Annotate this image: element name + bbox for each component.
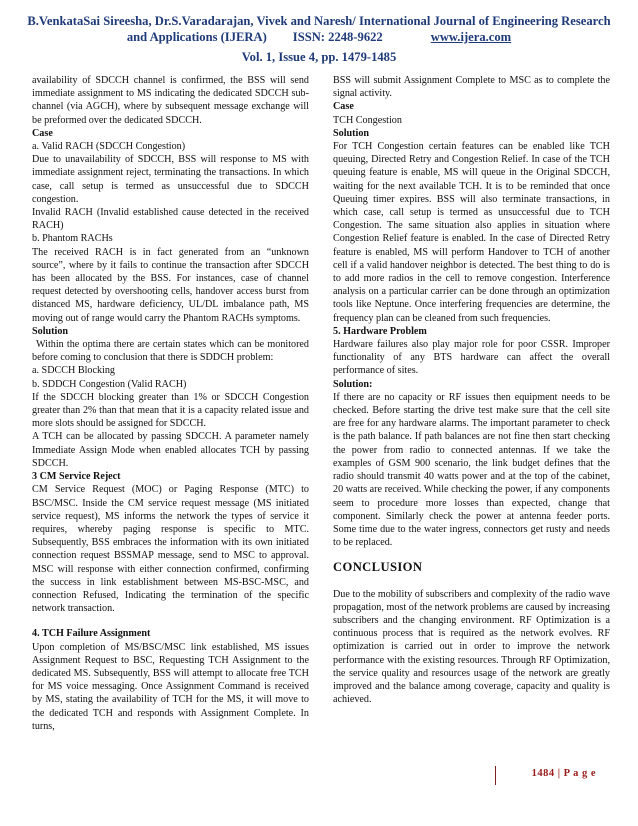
- journal-name: and Applications (IJERA): [126, 30, 267, 44]
- journal-header-authors: B.VenkataSai Sireesha, Dr.S.Varadarajan, Vivek and Naresh/ International Journal of Engineering Research: [27, 14, 611, 28]
- list-item: a. SDCCH Blocking: [32, 365, 115, 377]
- right-column: [333, 74, 610, 706]
- paragraph: Upon completion of MS/BSC/MSC link established, MS issues Assignment Request to BSC, Requesting TCH Assignment to the dedicated MS. Subsequently, BSS will attempt to allocate free TCH for MS voice messaging. Once Assignment Command is received by MS, stating the availability of TCH for the MS, it will move to the dedicated TCH and responds with Assignment Complete. In turns,: [32, 641, 309, 732]
- list-item: b. SDDCH Congestion (Valid RACH): [32, 378, 187, 390]
- section-heading-conclusion: CONCLUSION: [333, 560, 423, 575]
- paragraph: BSS will submit Assignment Complete to MSC as to complete the signal activity.: [333, 75, 610, 100]
- volume-issue: Vol. 1, Issue 4, pp. 1479-1485: [241, 50, 397, 64]
- section-heading-tch-failure: 4. TCH Failure Assignment: [32, 628, 151, 640]
- paragraph: availability of SDCCH channel is confirmed, the BSS will send immediate assignment to MS indicating the dedicated SDCCH sub-channel (via AGCH), where by subsequent message exchange will be preformed over the dedicated SDCCH.: [32, 75, 309, 126]
- heading-solution: Solution:: [333, 378, 373, 390]
- paragraph: Within the optima there are certain states which can be monitored before coming to conclusion that there is SDDCH problem:: [32, 339, 309, 364]
- spacer: [32, 615, 309, 627]
- heading-case: Case: [333, 101, 354, 113]
- paragraph: Hardware failures also play major role for poor CSSR. Improper functionality of any BTS hardware can affect the overall performance of sites.: [333, 339, 610, 377]
- issn: ISSN: 2248-9622: [292, 30, 383, 44]
- paragraph: A TCH can be allocated by passing SDCCH. A parameter namely Immediate Assign Mode when enabled allocates TCH by passing SDCCH.: [32, 431, 309, 469]
- paragraph: If there are no capacity or RF issues then equipment needs to be checked. Before starting the drive test make sure that the cell site are free for any hardware alarms. The important parameter to check is the path balance. If path balances are not fine then start checking the power from radio to connected antennas. If we take the examples of GSM 900 scenario, the link budget defines that the radio should transmit 40 watts power and at the top of the cabinet, 20 watts are received. While checking the power, if any components seem to procedure more losses than expected, change that component. Similarly check the power at antenna feeder ports. Some time due to the water ingress, connectors get rusty and needs to be replaced.: [333, 391, 610, 549]
- list-item: TCH Congestion: [333, 114, 402, 126]
- section-heading-cm-service-reject: 3 CM Service Reject: [32, 471, 121, 483]
- heading-case: Case: [32, 127, 53, 139]
- paragraph: Invalid RACH (Invalid established cause detected in the received RACH): [32, 207, 309, 232]
- page-footer: [495, 766, 596, 785]
- journal-website-link[interactable]: www.ijera.com: [430, 30, 512, 44]
- left-column: [32, 74, 309, 733]
- paragraph: The received RACH is in fact generated from an “unknown source”, where by it fails to continue the transaction after SDCCH has been allocated by the BSS. For instances, case of channel request detected by overshooting cells, handover access burst from distanced MS, hardware deficiency, UL/DL imbalance path, MS moving out of range would carry the Phantom RACHs symptoms.: [32, 246, 309, 324]
- page-number: 1484 | P a g e: [531, 768, 596, 779]
- paragraph: For TCH Congestion certain features can be enabled like TCH queuing, Directed Retry and Congestion Relief. In case of the TCH queuing feature is enable, MS will queue in the Original SDCCH, waiting for the next available TCH. It is to be reminded that once Queuing timer expires. BSS will also terminate transactions, in which case, call setup is termed as unsuccessful due to TCH Congestion. The same situation also applies in situation where Congestion Relief feature is enabled. In the case of Directed Retry feature is enabled, MS will perform Handover to TCH of another cell if a valid handover neighbor is detected. The best thing to do is to add more radios in the cell to remove congestion. Interference analysis on a particular carrier can be done through an optimization tools like Neptune. Once interfering frequencies are determine, the frequency plan can be cleaned from such frequencies.: [333, 141, 610, 324]
- journal-header-line2: [0, 30, 638, 45]
- list-item: a. Valid RACH (SDCCH Congestion): [32, 141, 186, 153]
- paragraph: If the SDCCH blocking greater than 1% or SDCCH Congestion greater than 2% than that mean that it is a capacity related issue and more slots should be assigned for SDCCH.: [32, 391, 309, 430]
- section-heading-hardware-problem: 5. Hardware Problem: [333, 325, 427, 337]
- paragraph: Due to unavailability of SDCCH, BSS will response to MS with immediate assignment reject, terminating the transactions. In which case, call setup is termed as unsuccessful due to SDCCH congestion.: [32, 154, 309, 205]
- paragraph: CM Service Request (MOC) or Paging Response (MTC) to BSC/MSC. Inside the CM service request message (MS initiated service request), MS informs the network the types of service it requires, whereby paging response is specific to MTC. Subsequently, BSS embraces the information with its own initiated connection request BSSMAP message, send to MSC to approval. MSC will response with either connection confirmed, confirming the success in link establishment between MS-BSC-MSC, and connection Refused, Indicating the termination of the specific network transaction.: [32, 484, 309, 615]
- heading-solution: Solution: [333, 127, 370, 139]
- paragraph: Due to the mobility of subscribers and complexity of the radio wave propagation, most of the network problems are caused by increasing subscribers and the changing environment. RF Optimization is a continuous process that is required as the network evolves. RF optimization is carried out in order to improve the network performance with the existing resources. Through RF Optimization, the service quality and resources usage of the network are greatly improved and the balance among coverage, capacity and quality is achieved.: [333, 588, 610, 706]
- list-item: b. Phantom RACHs: [32, 233, 113, 245]
- heading-solution: Solution: [32, 325, 69, 337]
